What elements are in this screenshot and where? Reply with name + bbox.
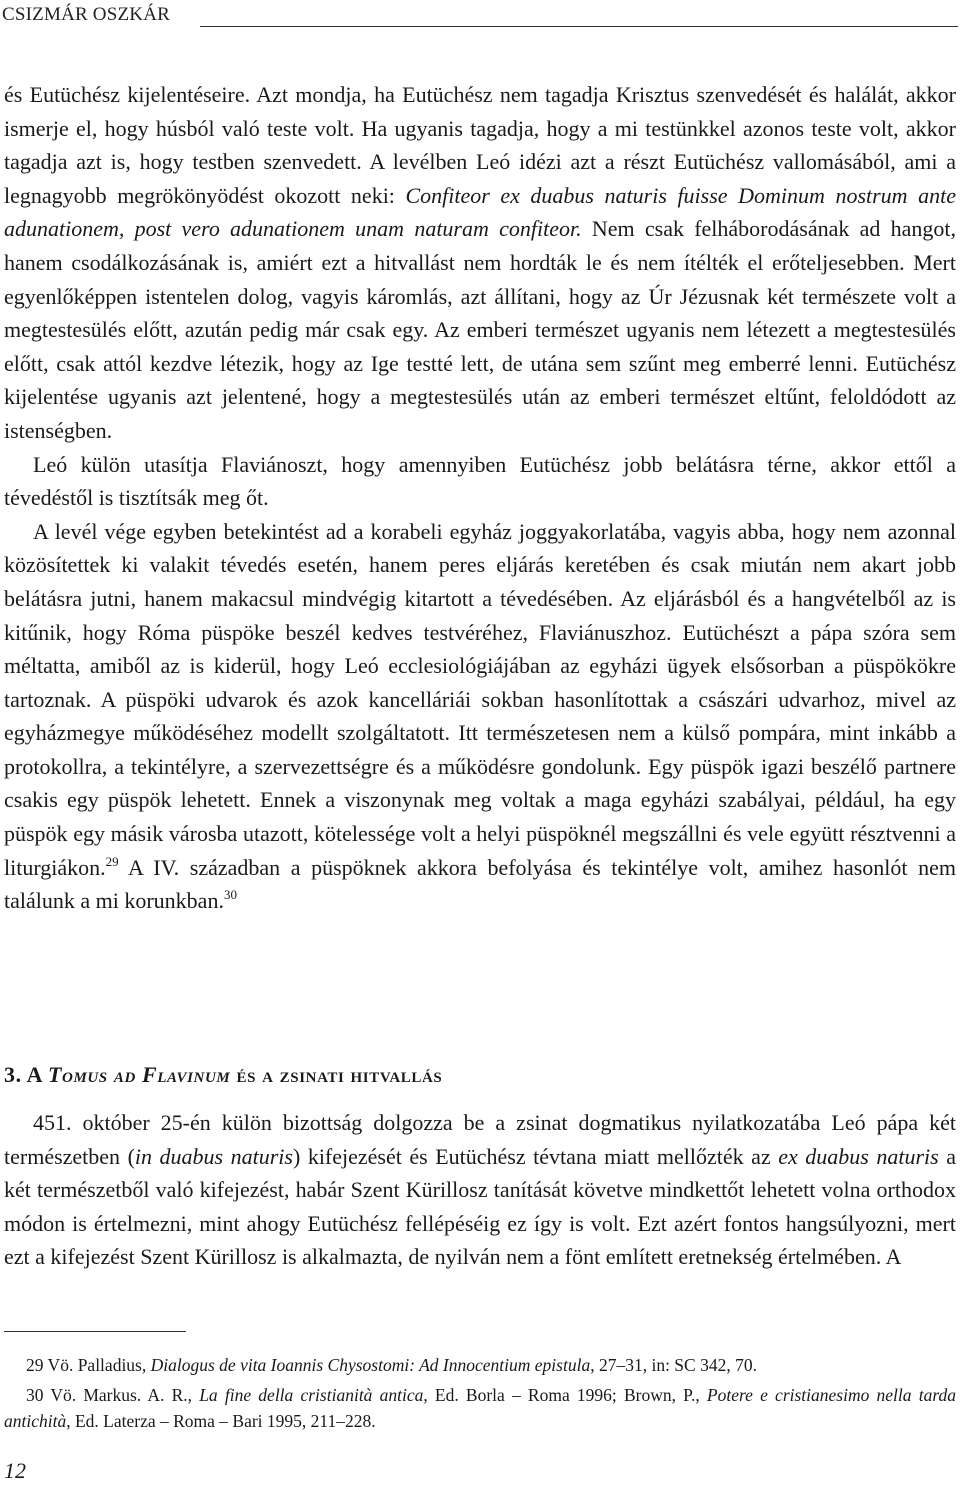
footnote-29-title: Dialogus de vita Ioannis Chysostomi: Ad Innocentium epistula [150,1355,591,1375]
footnote-29-text-a: 29 Vö. Palladius, [26,1355,151,1375]
paragraph-4-italic-b: ex duabus naturis [778,1143,939,1169]
paragraph-1-text-b: Nem csak felháborodásának ad hangot, hanem csodálkozásának is, amiért ezt a hitvallást nem hordták le és nem ítélték el erőteljesebben. Mert egyenlőképpen istentelen dolog, vagyis káromlás, azt állítani, hogy az Úr Jézusnak két természete volt a megtestesülés előtt, azután pedig már csak egy. Az emberi természet ugyanis nem létezett a megtestesülés előtt, csak attól kezdve létezik, hogy az Ige testté lett, de utána sem szűnt meg emberré lenni. Eutüchész kijelentése ugyanis azt jelentené, hogy a megtestesülés után az emberi természet eltűnt, feloldódott az istenségben. [4,216,957,443]
section-title-italic: Tomus ad Flavinum [47,1062,231,1087]
paragraph-4-text-b: ) kifejezését és Eutüchész tévtana miatt mellőzték az [292,1143,779,1169]
paragraph-4-text-c: a két természetből való kifejezést, habár Szent Kürillosz tanítását követve mindkettőt lehetett volna orthodox módon is értelmezni, mint ahogy Eutüchész fellépéséig ez így is volt. Ezt azért fontos hangsúlyozni, mert ezt a kifejezést Szent Kürillosz is alkalmazta, de nyilván nem a fönt említett eretnekség értelmében. A [4,1143,957,1270]
footnotes [4,1352,956,1438]
footnote-30-text-b: , Ed. Borla – Roma 1996; Brown, P., [423,1385,707,1405]
footnote-rule [4,1331,186,1332]
paragraph-4-text-a: 451. október 25-én külön bizottság dolgozza be a zsinat dogmatikus nyilatkozatába Leó pápa két természetben ( [4,1110,956,1169]
footnote-ref-30[interactable]: 30 [223,887,237,903]
section-number: 3. A [4,1062,48,1087]
page-number: 12 [4,1458,26,1483]
section-body [4,1106,956,1274]
paragraph-3-text-a: A levél vége egyben betekintést ad a korabeli egyház joggyakorlatába, vagyis abba, hogy nem azonnal közösítettek ki valakit tévedés esetén, hanem peres eljárás keretében és csak miután nem akart jobb belátásra jutni, hanem makacsul mindvégig kitartott a tévedésében. Az eljárásból és a hangvételből az is kitűnik, hogy Róma püspöke beszél kedves testvéréhez, Flaviánuszhoz. Eutüchészt a pápa szóra sem méltatta, amiből az is kiderül, hogy Leó ecclesiológiájában az egyházi ügyek elsősorban a püspökökre tartoznak. A püspöki udvarok és azok kancelláriái sokban hasonlítottak a császári udvarhoz, mivel az egyházmegye működéséhez modellt szolgáltatott. Itt természetesen nem a külső pompára, mint inkább a protokollra, a tekintélyre, a szervezettségre és a működésre gondolunk. Egy püspök igazi beszélő partnere csakis egy püspök lehetett. Ennek a viszonynak meg voltak a maga egyházi szabályai, például, ha egy püspök egy másik városba utazott, kötelessége volt a helyi püspöknél megszállni és vele együtt résztvenni a liturgiákon. [4,518,956,880]
footnote-30-text-a: 30 Vö. Markus. A. R., [26,1385,200,1405]
footnote-ref-29[interactable]: 29 [105,853,119,869]
footnote-30-title-a: La fine della cristianità antica [199,1385,424,1405]
section-heading [4,1062,956,1088]
footnote-30 [4,1382,956,1434]
paragraph-3 [4,515,956,918]
footnote-29 [4,1352,956,1378]
body-text [4,78,956,918]
paragraph-1-text-a: és Eutüchész kijelentéseire. Azt mondja, ha Eutüchész nem tagadja Krisztus szenvedését és halálát, akkor ismerje el, hogy húsból való teste volt. Ha ugyanis tagadja, hogy a mi testünkkel azonos teste volt, akkor tagadja azt is, hogy testben szenvedett. A levélben Leó idézi azt a részt Eutüchész vallomásából, ami a legnagyobb megrökönyödést okozott neki: [4,82,956,208]
header-rule [200,26,958,27]
paragraph-1 [4,78,956,448]
footnote-30-text-c: , Ed. Laterza – Roma – Bari 1995, 211–228. [66,1411,376,1431]
running-head: CSIZMÁR OSZKÁR [2,4,171,25]
paragraph-4-italic-a: in duabus naturis [134,1143,293,1169]
paragraph-4 [4,1106,956,1274]
paragraph-2: Leó külön utasítja Flaviánoszt, hogy amennyiben Eutüchész jobb belátásra térne, akkor ettől a tévedéstől is tisztítsák meg őt. [4,451,956,511]
paragraph-3-text-b: A IV. században a püspöknek akkora befolyása és tekintélye volt, amihez hasonlót nem találunk a mi korunkban. [4,854,956,914]
section-title-rest: és a zsinati hitvallás [230,1062,443,1087]
footnote-29-text-b: , 27–31, in: SC 342, 70. [590,1355,757,1375]
footnote-30-title-b: Potere e cristianesimo nella tarda antichità [4,1385,956,1431]
latin-quote: Confiteor ex duabus naturis fuisse Dominum nostrum ante adunationem, post vero adunationem unam naturam confiteor. [4,182,956,242]
